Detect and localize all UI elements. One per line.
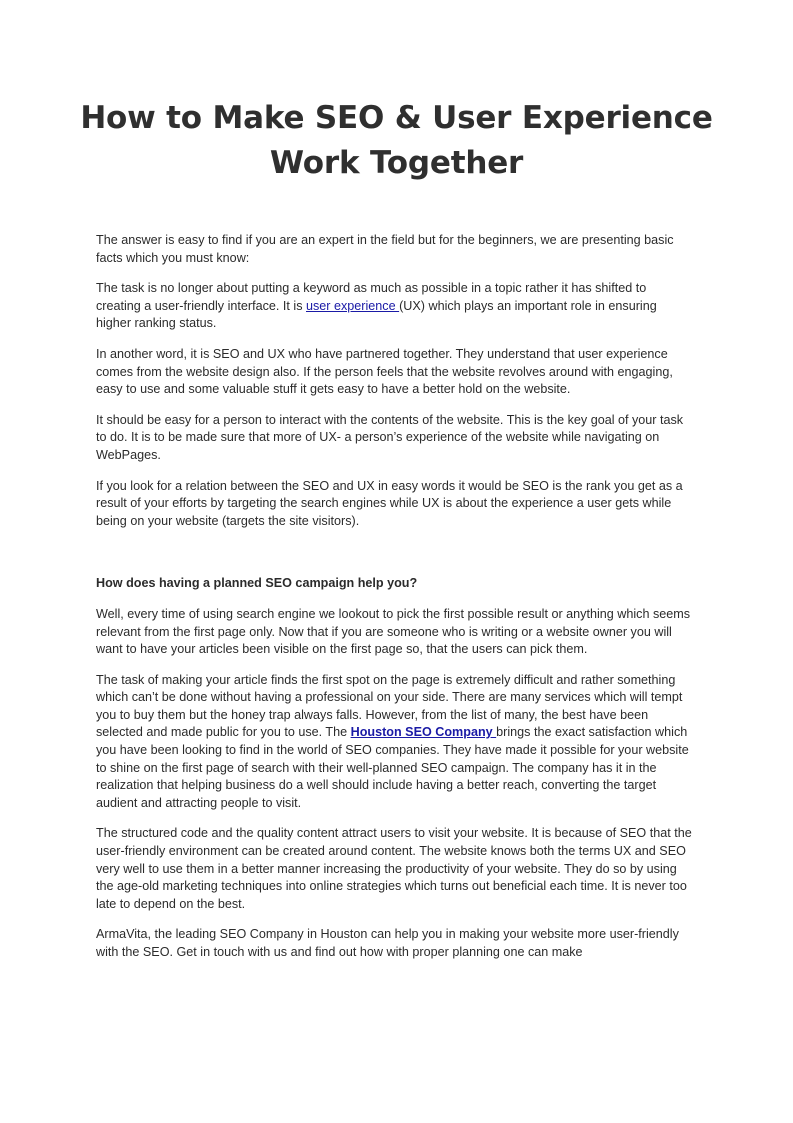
paragraph-ux — [96, 280, 694, 333]
paragraph-relation: If you look for a relation between the SEO and UX in easy words it would be SEO is the rank you get as a result of your efforts by targeting the search engines while UX is about the experience a user gets while being on your website (targets the site visitors). — [96, 478, 683, 528]
paragraph-ux-text-start: The task is no longer about putting a keyword as much as possible in a topic rather it has shifted to creating a user-friendly interface. It is — [96, 281, 647, 313]
paragraph-intro: The answer is easy to find if you are an expert in the field but for the beginners, we are presenting basic facts which you must know: — [96, 233, 674, 265]
title-line-1: How to Make SEO & User Experience — [80, 100, 713, 136]
user-experience-link[interactable]: user experience — [306, 298, 400, 313]
article-body — [96, 232, 694, 975]
paragraph-search-engine: Well, every time of using search engine we lookout to pick the first possible result or anything which seems relevant from the first page only. Now that if you are someone who is writing or a website owner you will want to have your articles been visible on the first page so, that the users can pick them. — [96, 606, 691, 657]
paragraph-armavita: ArmaVita, the leading SEO Company in Houston can help you in making your website more user-friendly with the SEO. Get in touch with us and find out how with proper planning one can make — [96, 927, 679, 959]
houston-seo-company-link[interactable]: Houston SEO Company — [350, 725, 497, 740]
paragraph-houston-text-start: The task of making your article finds the first spot on the page is extremely difficult and rather something which can’t be done without having a professional on your side. There are many services which will tempt you to buy them but the honey trap always falls. However, from the list of many, the best have been selected and made public for you to use. The — [96, 672, 683, 740]
paragraph-structured-code: The structured code and the quality content attract users to visit your website. It is because of SEO that the user-friendly environment can be created around content. The website knows both the terms UX and SEO very well to use them in a better manner increasing the productivity of your website. They do so by using the age-old marketing techniques into online strategies which turns out beneficial each time. It is never too late to depend on the best. — [96, 826, 692, 911]
paragraph-ux-text-end: (UX) which plays an important role in ensuring higher ranking status. — [96, 298, 657, 331]
page-title — [60, 96, 733, 186]
section-spacer — [96, 543, 694, 575]
paragraph-houston-seo — [96, 672, 694, 813]
paragraph-interaction: It should be easy for a person to interact with the contents of the website. This is the key goal of your task to do. It is to be made sure that more of UX- a person’s experience of the website while navigating on WebPages. — [96, 412, 684, 462]
section-heading: How does having a planned SEO campaign help you? — [96, 576, 418, 591]
paragraph-houston-text-end: brings the exact satisfaction which you have been looking to find in the world of SEO companies. They have made it possible for your website to shine on the first page of search with their well-planned SEO campaign. The company has it in the realization that helping business do a well should include having a better reach, converting the target audient and attracting people to visit. — [96, 725, 689, 810]
title-line-2: Work Together — [269, 145, 524, 181]
paragraph-partnership: In another word, it is SEO and UX who have partnered together. They understand that user experience comes from the website design also. If the person feels that the website revolves around with engaging, easy to use and some valuable stuff it gets easy to have a better hold on the website. — [96, 346, 673, 397]
